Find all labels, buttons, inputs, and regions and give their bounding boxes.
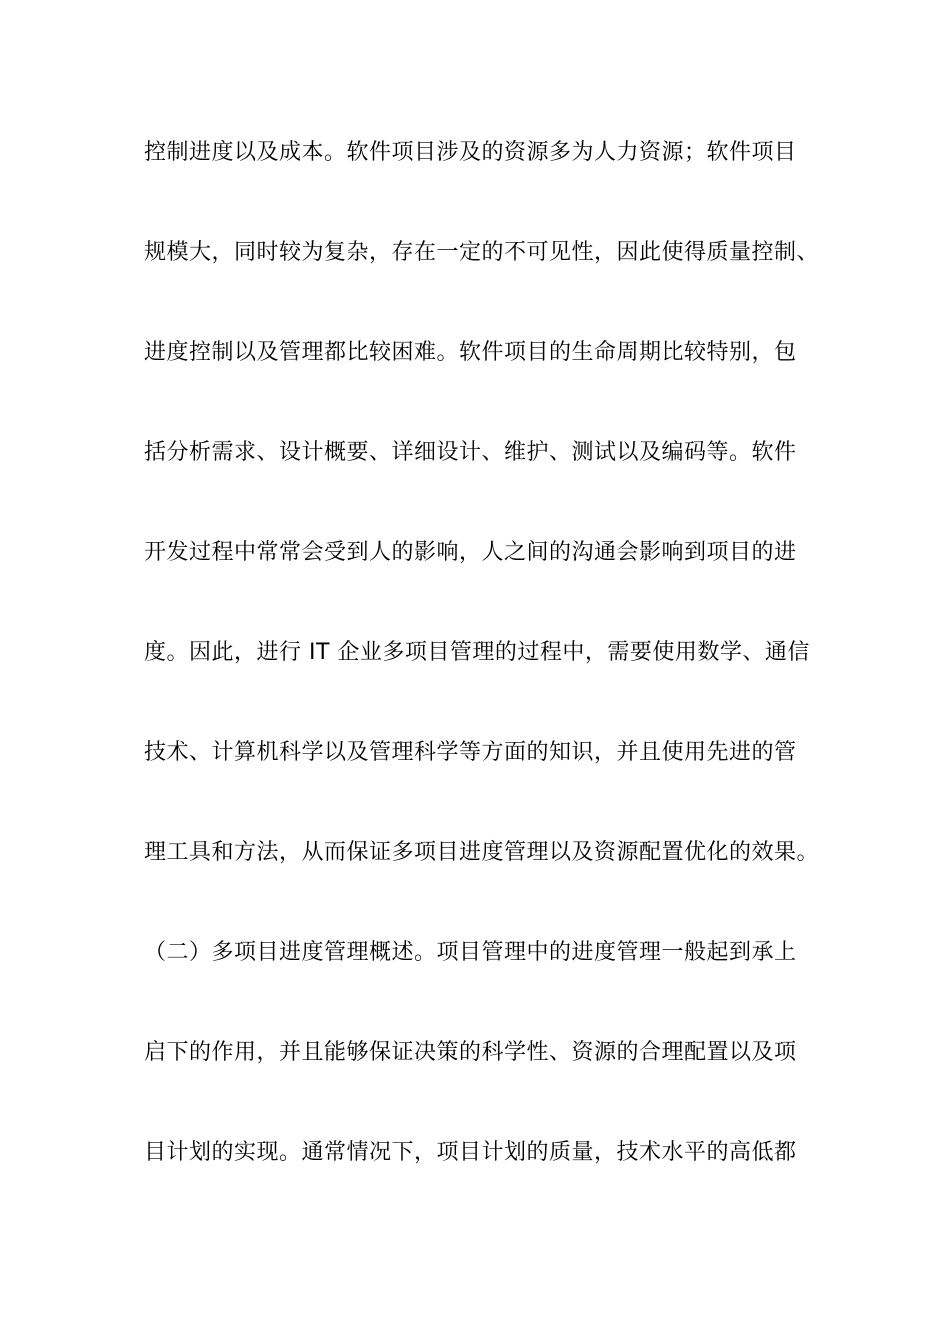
text-line: 进度控制以及管理都比较困难。软件项目的生命周期比较特别，包 — [144, 340, 797, 365]
section-heading-line: （二）多项目进度管理概述。项目管理中的进度管理一般起到承上 — [144, 940, 797, 965]
text-line: 启下的作用，并且能够保证决策的科学性、资源的合理配置以及项 — [144, 1040, 797, 1065]
text-line: 目计划的实现。通常情况下，项目计划的质量，技术水平的高低都 — [144, 1140, 797, 1165]
text-line: 规模大，同时较为复杂，存在一定的不可见性，因此使得质量控制、 — [144, 240, 820, 265]
text-line: 理工具和方法，从而保证多项目进度管理以及资源配置优化的效果。 — [144, 840, 820, 865]
text-line: 括分析需求、设计概要、详细设计、维护、测试以及编码等。软件 — [144, 440, 797, 465]
text-line: 度。因此，进行 IT 企业多项目管理的过程中，需要使用数学、通信 — [144, 640, 810, 665]
text-line: 技术、计算机科学以及管理科学等方面的知识，并且使用先进的管 — [144, 740, 797, 765]
text-line: 开发过程中常常会受到人的影响，人之间的沟通会影响到项目的进 — [144, 540, 797, 565]
body-text — [144, 130, 824, 1230]
text-line: 控制进度以及成本。软件项目涉及的资源多为人力资源；软件项目 — [144, 140, 797, 165]
